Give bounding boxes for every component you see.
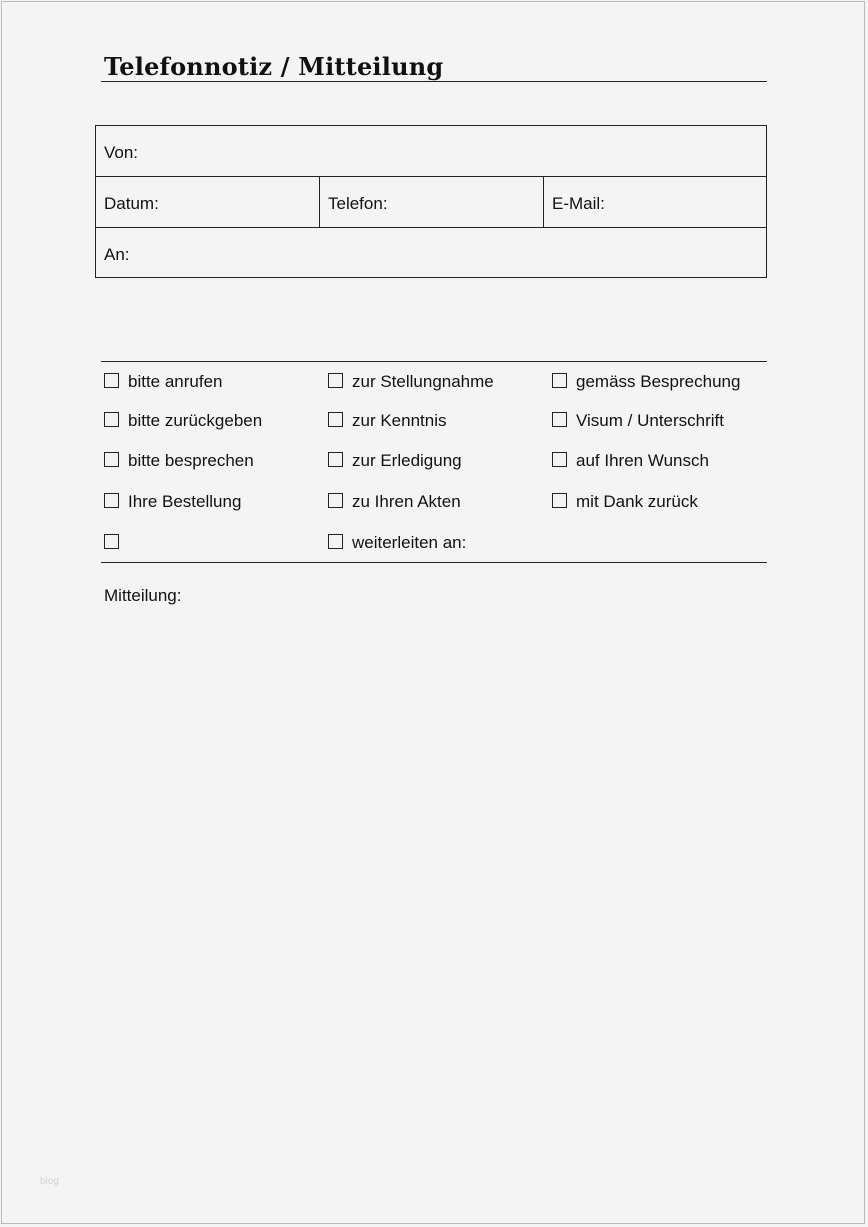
option-label: auf Ihren Wunsch bbox=[576, 451, 709, 470]
checkbox[interactable] bbox=[552, 452, 567, 467]
cell-telefon bbox=[320, 177, 544, 227]
option-label: bitte zurückgeben bbox=[128, 411, 263, 430]
checkbox[interactable] bbox=[328, 493, 343, 508]
option-label: weiterleiten an: bbox=[352, 533, 467, 552]
option-label: zu Ihren Akten bbox=[352, 492, 461, 511]
watermark-text: blog bbox=[40, 1176, 59, 1187]
cell-datum bbox=[96, 177, 320, 227]
checkbox[interactable] bbox=[104, 373, 119, 388]
title-underline bbox=[101, 81, 767, 82]
option-label: bitte besprechen bbox=[128, 451, 254, 470]
checkbox[interactable] bbox=[104, 412, 119, 427]
checkbox[interactable] bbox=[104, 452, 119, 467]
von-field[interactable]: Von: bbox=[104, 143, 139, 162]
contact-info-table bbox=[95, 125, 767, 278]
option-label: zur Kenntnis bbox=[352, 411, 447, 430]
an-field[interactable]: An: bbox=[104, 245, 130, 264]
mitteilung-label: Mitteilung: bbox=[104, 586, 182, 605]
row-datum-telefon-email bbox=[96, 177, 766, 228]
checkbox[interactable] bbox=[328, 534, 343, 549]
checkbox[interactable] bbox=[328, 412, 343, 427]
checkbox[interactable] bbox=[552, 412, 567, 427]
options-top-rule bbox=[101, 361, 767, 362]
options-bottom-rule bbox=[101, 562, 767, 563]
option-label: mit Dank zurück bbox=[576, 492, 698, 511]
row-von bbox=[96, 126, 766, 177]
option-label: bitte anrufen bbox=[128, 372, 223, 391]
checkbox[interactable] bbox=[104, 534, 119, 549]
checkbox[interactable] bbox=[328, 373, 343, 388]
option-label: zur Stellungnahme bbox=[352, 372, 494, 391]
option-label: zur Erledigung bbox=[352, 451, 462, 470]
checkbox[interactable] bbox=[552, 493, 567, 508]
option-label: Visum / Unterschrift bbox=[576, 411, 725, 430]
row-an bbox=[96, 228, 766, 278]
telefon-field[interactable]: Telefon: bbox=[328, 194, 388, 213]
cell-email bbox=[544, 177, 766, 227]
checkbox[interactable] bbox=[104, 493, 119, 508]
datum-field[interactable]: Datum: bbox=[104, 194, 159, 213]
option-label: Ihre Bestellung bbox=[128, 492, 242, 511]
checkbox[interactable] bbox=[328, 452, 343, 467]
option-label: gemäss Besprechung bbox=[576, 372, 741, 391]
page-title: Telefonnotiz / Mitteilung bbox=[104, 52, 444, 81]
email-field[interactable]: E-Mail: bbox=[552, 194, 605, 213]
checkbox[interactable] bbox=[552, 373, 567, 388]
